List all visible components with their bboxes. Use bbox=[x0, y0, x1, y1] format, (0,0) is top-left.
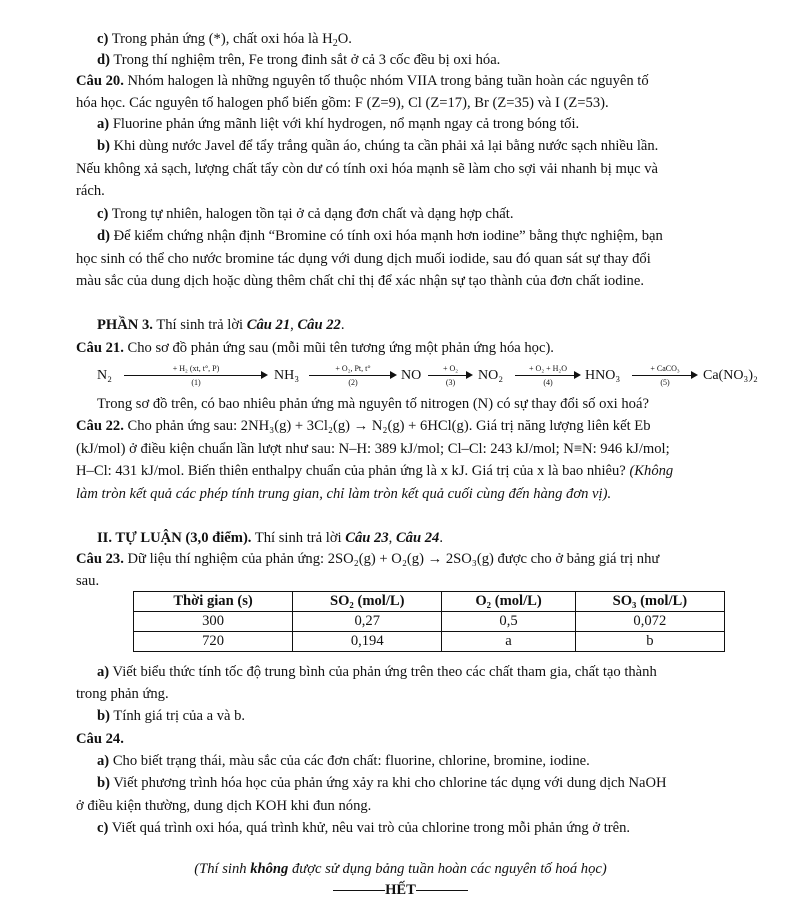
q22-line-1 bbox=[76, 417, 651, 435]
q19-option-d bbox=[97, 51, 500, 69]
q22-line-2: (kJ/mol) ở điều kiện chuẩn lần lượt như sau: N–H: 389 kJ/mol; Cl–Cl: 243 kJ/mol; N≡N: 946 kJ/mol; bbox=[76, 441, 670, 457]
option-label: a) bbox=[97, 664, 110, 680]
table-header-cell: Thời gian (s) bbox=[134, 592, 293, 612]
option-text-end: O. bbox=[337, 31, 352, 47]
q20-option-d-line-1 bbox=[97, 227, 663, 245]
arrow-reagent: + O₂ bbox=[442, 364, 459, 373]
table-cell: 0,194 bbox=[293, 632, 442, 652]
table-cell: 300 bbox=[134, 612, 293, 632]
q23-line-1 bbox=[76, 550, 659, 568]
note-text: (Không bbox=[629, 463, 674, 479]
option-text: Trong phản ứng (*), chất oxi hóa là H bbox=[108, 31, 333, 47]
option-text: Cho biết trạng thái, màu sắc của các đơn chất: fluorine, chlorine, bromine, iodine. bbox=[109, 753, 590, 769]
end-rule-right bbox=[416, 890, 468, 891]
table-cell: 0,27 bbox=[293, 612, 442, 632]
reaction-arrow-3 bbox=[428, 364, 473, 390]
end-marker bbox=[0, 882, 801, 899]
arrow-reagent: + O₂ + H₂O bbox=[529, 364, 567, 373]
arrow-shaft bbox=[309, 375, 391, 376]
table-cell: 720 bbox=[134, 632, 293, 652]
q21-prompt bbox=[76, 339, 554, 357]
option-label: c) bbox=[97, 31, 109, 47]
species-ca-no3-2: Ca(NO₃)₂ bbox=[703, 368, 758, 383]
separator: , bbox=[388, 530, 396, 546]
species-hno3: HNO₃ bbox=[585, 368, 621, 383]
q23-option-a-line-1 bbox=[97, 663, 657, 681]
section-text: Thí sinh trả lời bbox=[251, 530, 346, 546]
question-text: Cho sơ đồ phản ứng sau (mỗi mũi tên tương ứng một phản ứng hóa học). bbox=[123, 340, 554, 356]
option-label: a) bbox=[97, 753, 110, 769]
arrow-reagent: + O₂, Pt, t° bbox=[335, 364, 371, 373]
end-text: HẾT bbox=[385, 882, 416, 898]
table-row bbox=[134, 612, 725, 632]
q20-option-a bbox=[97, 115, 579, 133]
footer-text: (Thí sinh bbox=[194, 861, 251, 877]
q21-question: Trong sơ đồ trên, có bao nhiêu phản ứng mà nguyên tố nitrogen (N) có sự thay đổi số oxi hoá? bbox=[97, 396, 649, 412]
question-text: Dữ liệu thí nghiệm của phản ứng: 2SO₂(g) + O₂(g) → 2SO₃(g) được cho ở bảng giá trị như bbox=[123, 551, 660, 567]
part3-heading bbox=[97, 316, 344, 334]
q20-option-b-line-1 bbox=[97, 137, 658, 155]
species-no2: NO₂ bbox=[478, 368, 504, 383]
q22-line-3 bbox=[76, 462, 673, 480]
table-header-row bbox=[134, 592, 725, 612]
reaction-arrow-4 bbox=[515, 364, 581, 390]
option-text: Viết biểu thức tính tốc độ trung bình của phản ứng trên theo các chất tham gia, chất tạo thành bbox=[109, 664, 657, 680]
option-text: Trong thí nghiệm trên, Fe trong đinh sắt ở cả 3 cốc đều bị oxi hóa. bbox=[109, 52, 501, 68]
q20-option-b-line-2: Nếu không xả sạch, lượng chất tẩy còn dư có tính oxi hóa mạnh sẽ làm cho sợi vải nhanh bị mục và bbox=[76, 161, 659, 177]
table-cell: b bbox=[575, 632, 724, 652]
section-text: Thí sinh trả lời bbox=[152, 317, 247, 333]
reaction-arrow-5 bbox=[632, 364, 698, 390]
reaction-arrow-1 bbox=[124, 364, 268, 390]
footer-emphasis: không bbox=[250, 861, 289, 877]
option-label: b) bbox=[97, 708, 110, 724]
arrow-reagent: + CaCO₃ bbox=[650, 364, 680, 373]
option-text: Fluorine phản ứng mãnh liệt với khí hydrogen, nổ mạnh ngay cả trong bóng tối. bbox=[109, 116, 580, 132]
separator: . bbox=[340, 317, 345, 333]
option-text: Viết quá trình oxi hóa, quá trình khử, nêu vai trò của chlorine trong mỗi phản ứng ở trên. bbox=[108, 820, 631, 836]
question-ref: Câu 23 bbox=[345, 530, 389, 546]
arrow-step-number: (3) bbox=[445, 378, 456, 387]
option-label: b) bbox=[97, 138, 110, 154]
option-text: Khi dùng nước Javel để tẩy trắng quần áo, chúng ta cần phải xả lại bằng nước sạch nhiều lần. bbox=[109, 138, 659, 154]
separator: . bbox=[439, 530, 443, 546]
option-text: Để kiểm chứng nhận định “Bromine có tính oxi hóa mạnh hơn iodine” bằng thực nghiệm, bạn bbox=[109, 228, 663, 244]
q24-option-c bbox=[97, 819, 630, 837]
table-cell: a bbox=[442, 632, 575, 652]
separator: , bbox=[290, 317, 298, 333]
section-title: PHẦN 3. bbox=[97, 317, 153, 333]
option-label: d) bbox=[97, 228, 110, 244]
table-cell: 0,5 bbox=[442, 612, 575, 632]
q24-option-b-line-2: ở điều kiện thường, dung dịch KOH khi đun nóng. bbox=[76, 798, 372, 814]
table-cell: 0,072 bbox=[575, 612, 724, 632]
section-title: II. TỰ LUẬN (3,0 điểm). bbox=[97, 530, 252, 546]
species-n2: N₂ bbox=[97, 368, 112, 383]
table-header-cell: O₂ (mol/L) bbox=[442, 592, 575, 612]
part2-heading bbox=[97, 529, 443, 547]
table-row bbox=[134, 632, 725, 652]
question-ref: Câu 21 bbox=[246, 317, 291, 333]
option-text: Viết phương trình hóa học của phản ứng xảy ra khi cho chlorine tác dụng với dung dịch NaOH bbox=[109, 775, 667, 791]
species-nh3: NH₃ bbox=[274, 368, 300, 383]
question-ref: Câu 24 bbox=[395, 530, 440, 546]
arrow-shaft bbox=[124, 375, 262, 376]
q23-line-2: sau. bbox=[76, 573, 100, 589]
arrow-shaft bbox=[428, 375, 467, 376]
footer-text: được sử dụng bảng tuần hoàn các nguyên tố hoá học) bbox=[288, 861, 607, 877]
arrow-step-number: (2) bbox=[348, 378, 358, 387]
question-text: Cho phản ứng sau: 2NH₃(g) + 3Cl₂(g) → N₂(g) + 6HCl(g). Giá trị năng lượng liên kết Eb bbox=[123, 418, 651, 434]
species-no: NO bbox=[401, 368, 422, 383]
question-label: Câu 21. bbox=[76, 340, 124, 356]
q20-intro-line-2: hóa học. Các nguyên tố halogen phổ biến gồm: F (Z=9), Cl (Z=17), Br (Z=35) và I (Z=53). bbox=[76, 95, 609, 111]
q24-option-a bbox=[97, 752, 590, 770]
option-label: c) bbox=[97, 820, 109, 836]
q20-option-b-line-3: rách. bbox=[76, 183, 105, 199]
question-label: Câu 20. bbox=[76, 73, 124, 89]
arrow-step-number: (5) bbox=[660, 378, 670, 387]
arrow-step-number: (1) bbox=[191, 378, 201, 387]
q19-option-c bbox=[97, 30, 352, 48]
question-ref: Câu 22 bbox=[297, 317, 341, 333]
arrow-shaft bbox=[515, 375, 575, 376]
option-text: Trong tự nhiên, halogen tồn tại ở cả dạng đơn chất và dạng hợp chất. bbox=[108, 206, 514, 222]
q24-option-b-line-1 bbox=[97, 774, 667, 792]
q24-label: Câu 24. bbox=[76, 731, 124, 747]
q23-option-b bbox=[97, 707, 245, 725]
table-header-cell: SO₃ (mol/L) bbox=[575, 592, 724, 612]
end-rule-left bbox=[333, 890, 385, 891]
arrow-shaft bbox=[632, 375, 692, 376]
option-label: d) bbox=[97, 52, 110, 68]
option-text: Tính giá trị của a và b. bbox=[109, 708, 246, 724]
q20-intro-line-1 bbox=[76, 72, 649, 90]
arrow-step-number: (4) bbox=[543, 378, 553, 387]
table-header-cell: SO₂ (mol/L) bbox=[293, 592, 442, 612]
q20-option-d-line-2: học sinh có thể cho nước bromine tác dụng với dung dịch muối iodide, sau đó quan sát sự thay đổi bbox=[76, 251, 651, 267]
q22-line-4: làm tròn kết quả các phép tính trung gian, chỉ làm tròn kết quả cuối cùng đến hàng đơn vị). bbox=[76, 486, 612, 502]
option-label: a) bbox=[97, 116, 110, 132]
option-label: c) bbox=[97, 206, 109, 222]
q23-option-a-line-2: trong phản ứng. bbox=[76, 686, 169, 702]
q20-option-c bbox=[97, 205, 514, 223]
option-label: b) bbox=[97, 775, 110, 791]
question-text: Nhóm halogen là những nguyên tố thuộc nhóm VIIA trong bảng tuần hoàn các nguyên tố bbox=[123, 73, 649, 89]
question-label: Câu 23. bbox=[76, 551, 124, 567]
question-label: Câu 22. bbox=[76, 418, 124, 434]
footer-note bbox=[0, 861, 801, 878]
reaction-arrow-2 bbox=[309, 364, 397, 390]
experiment-data-table bbox=[133, 591, 725, 652]
question-text: H–Cl: 431 kJ/mol. Biến thiên enthalpy chuẩn của phản ứng là x kJ. Giá trị của x là bao nhiêu? bbox=[76, 463, 630, 479]
arrow-reagent: + H₂ (xt, t°, P) bbox=[172, 364, 220, 373]
subscript: 2 bbox=[332, 38, 338, 49]
q20-option-d-line-3: màu sắc của dung dịch hoặc dùng thêm chất chỉ thị để xác nhận sự tạo thành của đơn chất iodine. bbox=[76, 273, 644, 289]
